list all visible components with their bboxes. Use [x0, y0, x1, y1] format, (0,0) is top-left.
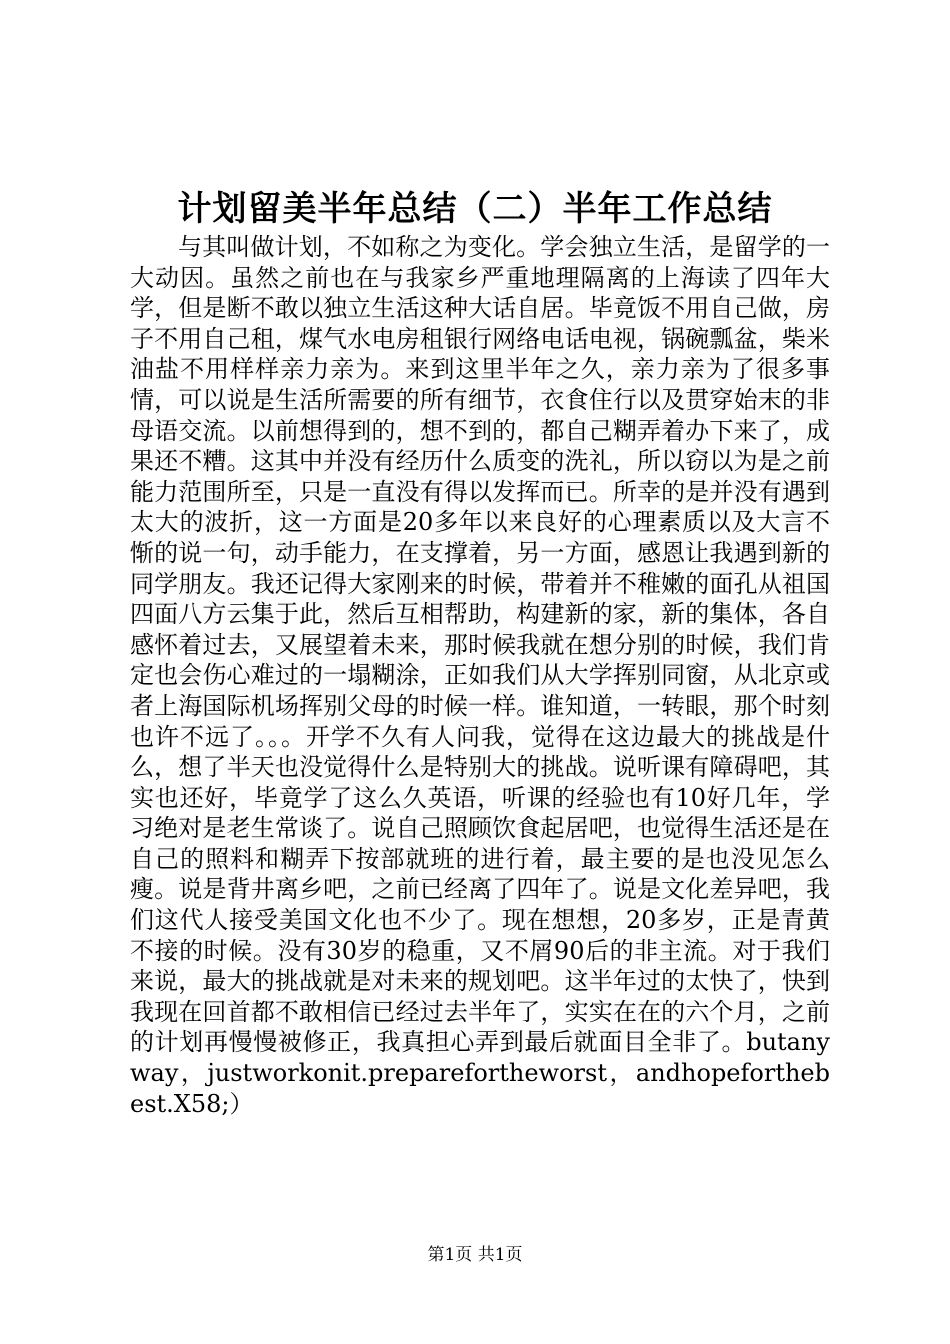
page-footer: 第1页 共1页 — [427, 1245, 523, 1265]
document-body: 与其叫做计划，不如称之为变化。学会独立生活，是留学的一大动因。虽然之前也在与我家乡严重地理隔离的上海读了四年大学，但是断不敢以独立生活这种大话自居。毕竟饭不用自己做，房子不用自己租，煤气水电房租银行网络电话电视，锅碗瓢盆，柴米油盐不用样样亲力亲为。来到这里半年之久，亲力亲为了很多事情，可以说是生活所需要的所有细节，衣食住行以及贯穿始末的非母语交流。以前想得到的，想不到的，都自己糊弄着办下来了，成果还不糟。这其中并没有经历什么质变的洗礼，所以窃以为是之前能力范围所至，只是一直没有得以发挥而已。所幸的是并没有遇到太大的波折，这一方面是20多年以来良好的心理素质以及大言不惭的说一句，动手能力，在支撑着，另一方面，感恩让我遇到新的同学朋友。我还记得大家刚来的时候，带着并不稚嫩的面孔从祖国四面八方云集于此，然后互相帮助，构建新的家，新的集体，各自感怀着过去，又展望着未来，那时候我就在想分别的时候，我们肯定也会伤心难过的一塌糊涂，正如我们从大学挥别同窗，从北京或者上海国际机场挥别父母的时候一样。谁知道，一转眼，那个时刻也许不远了。。。开学不久有人问我，觉得在这边最大的挑战是什么，想了半天也没觉得什么是特别大的挑战。说听课有障碍吧，其实也还好，毕竟学了这么久英语，听课的经验也有10好几年，学习绝对是老生常谈了。说自己照顾饮食起居吧，也觉得生活还是在自己的照料和糊弄下按部就班的进行着，最主要的是也没见怎么瘦。说是背井离乡吧，之前已经离了四年了。说是文化差异吧，我们这代人接受美国文化也不少了。现在想想，20多岁，正是青黄不接的时候。没有30岁的稳重，又不屑90后的非主流。对于我们来说，最大的挑战就是对未来的规划吧。这半年过的太快了，快到我现在回首都不敢相信已经过去半年了，实实在在的六个月，之前的计划再慢慢被修正，我真担心弄到最后就面目全非了。butanyway，justworkonit.preparefortheworst，andhopeforthebest.X58;） — [130, 233, 830, 1118]
document-title: 计划留美半年总结（二）半年工作总结 — [177, 189, 773, 229]
